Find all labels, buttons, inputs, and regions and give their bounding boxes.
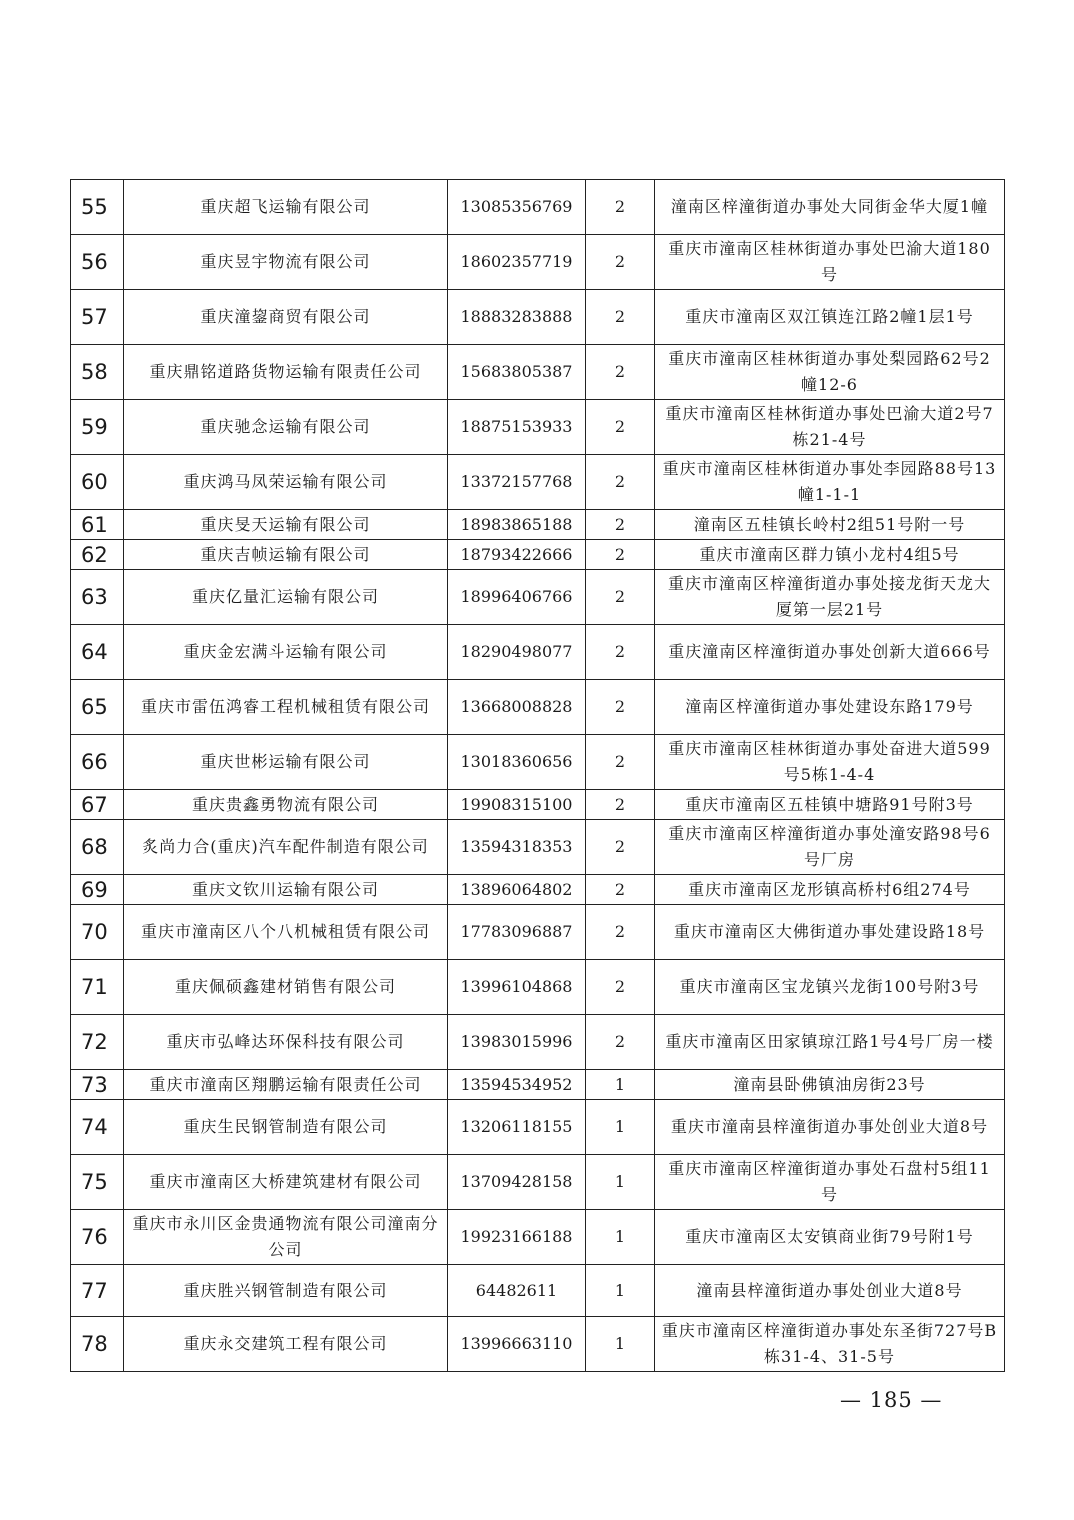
row-number: 58 [71, 345, 124, 400]
phone-number: 64482611 [448, 1265, 586, 1317]
vehicle-count: 2 [586, 345, 655, 400]
company-name: 炙尚力合(重庆)汽车配件制造有限公司 [124, 820, 448, 875]
table-row [71, 1317, 1005, 1372]
vehicle-count: 1 [586, 1100, 655, 1155]
table-row [71, 290, 1005, 345]
company-address: 重庆市潼南区梓潼街道办事处潼安路98号6号厂房 [655, 820, 1005, 875]
row-number: 61 [71, 510, 124, 540]
table-row [71, 345, 1005, 400]
company-address: 重庆市潼南区梓潼街道办事处接龙街天龙大厦第一层21号 [655, 570, 1005, 625]
phone-number: 13085356769 [448, 180, 586, 235]
company-address: 重庆市潼南区桂林街道办事处巴渝大道180号 [655, 235, 1005, 290]
company-address: 潼南区梓潼街道办事处建设东路179号 [655, 680, 1005, 735]
company-name: 重庆永交建筑工程有限公司 [124, 1317, 448, 1372]
company-name: 重庆市潼南区大桥建筑建材有限公司 [124, 1155, 448, 1210]
phone-number: 18875153933 [448, 400, 586, 455]
phone-number: 18290498077 [448, 625, 586, 680]
row-number: 71 [71, 960, 124, 1015]
company-address: 重庆市潼南区太安镇商业街79号附1号 [655, 1210, 1005, 1265]
table-row [71, 1155, 1005, 1210]
row-number: 70 [71, 905, 124, 960]
vehicle-count: 1 [586, 1317, 655, 1372]
vehicle-count: 2 [586, 790, 655, 820]
company-address: 重庆市潼南区大佛街道办事处建设路18号 [655, 905, 1005, 960]
row-number: 67 [71, 790, 124, 820]
row-number: 65 [71, 680, 124, 735]
table-row [71, 180, 1005, 235]
table-row [71, 1100, 1005, 1155]
company-address: 重庆市潼南区五桂镇中塘路91号附3号 [655, 790, 1005, 820]
company-name: 重庆鸿马凤荣运输有限公司 [124, 455, 448, 510]
phone-number: 13372157768 [448, 455, 586, 510]
company-name: 重庆市潼南区翔鹏运输有限责任公司 [124, 1070, 448, 1100]
company-address: 重庆市潼南区宝龙镇兴龙街100号附3号 [655, 960, 1005, 1015]
vehicle-count: 2 [586, 960, 655, 1015]
company-address: 重庆市潼南区桂林街道办事处梨园路62号2幢12-6 [655, 345, 1005, 400]
vehicle-count: 1 [586, 1265, 655, 1317]
phone-number: 15683805387 [448, 345, 586, 400]
row-number: 64 [71, 625, 124, 680]
phone-number: 18983865188 [448, 510, 586, 540]
table-body [71, 180, 1005, 1372]
table-row [71, 1015, 1005, 1070]
phone-number: 13594318353 [448, 820, 586, 875]
table-row [71, 510, 1005, 540]
phone-number: 13018360656 [448, 735, 586, 790]
row-number: 72 [71, 1015, 124, 1070]
row-number: 59 [71, 400, 124, 455]
vehicle-count: 2 [586, 455, 655, 510]
phone-number: 13996663110 [448, 1317, 586, 1372]
vehicle-count: 2 [586, 905, 655, 960]
row-number: 69 [71, 875, 124, 905]
table-row [71, 540, 1005, 570]
company-address: 重庆市潼南区双江镇连江路2幢1层1号 [655, 290, 1005, 345]
phone-number: 19908315100 [448, 790, 586, 820]
vehicle-count: 2 [586, 290, 655, 345]
phone-number: 13996104868 [448, 960, 586, 1015]
company-name: 重庆市潼南区八个八机械租赁有限公司 [124, 905, 448, 960]
company-address: 重庆市潼南区田家镇琼江路1号4号厂房一楼 [655, 1015, 1005, 1070]
row-number: 63 [71, 570, 124, 625]
company-address: 潼南县梓潼街道办事处创业大道8号 [655, 1265, 1005, 1317]
table-row [71, 1265, 1005, 1317]
company-address: 重庆市潼南区梓潼街道办事处石盘村5组11号 [655, 1155, 1005, 1210]
page-number: — 185 — [840, 1388, 943, 1412]
table-row [71, 790, 1005, 820]
company-name: 重庆吉帧运输有限公司 [124, 540, 448, 570]
phone-number: 13896064802 [448, 875, 586, 905]
phone-number: 13668008828 [448, 680, 586, 735]
company-name: 重庆市雷伍鸿睿工程机械租赁有限公司 [124, 680, 448, 735]
company-address: 重庆市潼南县梓潼街道办事处创业大道8号 [655, 1100, 1005, 1155]
table-row [71, 905, 1005, 960]
company-name: 重庆胜兴钢管制造有限公司 [124, 1265, 448, 1317]
phone-number: 13206118155 [448, 1100, 586, 1155]
company-name: 重庆旻天运输有限公司 [124, 510, 448, 540]
company-address: 潼南区五桂镇长岭村2组51号附一号 [655, 510, 1005, 540]
table-row [71, 960, 1005, 1015]
row-number: 66 [71, 735, 124, 790]
company-address: 重庆市潼南区群力镇小龙村4组5号 [655, 540, 1005, 570]
company-address: 重庆市潼南区梓潼街道办事处东圣街727号B栋31-4、31-5号 [655, 1317, 1005, 1372]
row-number: 68 [71, 820, 124, 875]
vehicle-count: 1 [586, 1155, 655, 1210]
company-address: 潼南区梓潼街道办事处大同街金华大厦1幢 [655, 180, 1005, 235]
vehicle-count: 2 [586, 735, 655, 790]
table-row [71, 820, 1005, 875]
table-row [71, 1070, 1005, 1100]
company-name: 重庆市永川区金贵通物流有限公司潼南分公司 [124, 1210, 448, 1265]
table-row [71, 400, 1005, 455]
row-number: 56 [71, 235, 124, 290]
row-number: 78 [71, 1317, 124, 1372]
table-row [71, 875, 1005, 905]
company-name: 重庆超飞运输有限公司 [124, 180, 448, 235]
company-address: 重庆市潼南区桂林街道办事处奋进大道599号5栋1-4-4 [655, 735, 1005, 790]
company-name: 重庆金宏满斗运输有限公司 [124, 625, 448, 680]
phone-number: 17783096887 [448, 905, 586, 960]
company-table [70, 179, 1005, 1372]
company-name: 重庆文钦川运输有限公司 [124, 875, 448, 905]
company-address: 重庆潼南区梓潼街道办事处创新大道666号 [655, 625, 1005, 680]
row-number: 76 [71, 1210, 124, 1265]
phone-number: 18883283888 [448, 290, 586, 345]
phone-number: 13983015996 [448, 1015, 586, 1070]
vehicle-count: 2 [586, 235, 655, 290]
vehicle-count: 2 [586, 570, 655, 625]
phone-number: 18602357719 [448, 235, 586, 290]
company-address: 潼南县卧佛镇油房街23号 [655, 1070, 1005, 1100]
row-number: 75 [71, 1155, 124, 1210]
company-address: 重庆市潼南区桂林街道办事处李园路88号13幢1-1-1 [655, 455, 1005, 510]
row-number: 74 [71, 1100, 124, 1155]
row-number: 62 [71, 540, 124, 570]
vehicle-count: 2 [586, 510, 655, 540]
company-name: 重庆鼎铭道路货物运输有限责任公司 [124, 345, 448, 400]
vehicle-count: 1 [586, 1210, 655, 1265]
company-address: 重庆市潼南区龙形镇高桥村6组274号 [655, 875, 1005, 905]
table-row [71, 735, 1005, 790]
row-number: 57 [71, 290, 124, 345]
company-name: 重庆佩硕鑫建材销售有限公司 [124, 960, 448, 1015]
vehicle-count: 2 [586, 1015, 655, 1070]
table-row [71, 680, 1005, 735]
row-number: 73 [71, 1070, 124, 1100]
company-name: 重庆市弘峰达环保科技有限公司 [124, 1015, 448, 1070]
company-name: 重庆贵鑫勇物流有限公司 [124, 790, 448, 820]
phone-number: 13709428158 [448, 1155, 586, 1210]
vehicle-count: 2 [586, 875, 655, 905]
vehicle-count: 2 [586, 820, 655, 875]
phone-number: 18996406766 [448, 570, 586, 625]
phone-number: 19923166188 [448, 1210, 586, 1265]
vehicle-count: 2 [586, 680, 655, 735]
vehicle-count: 2 [586, 540, 655, 570]
row-number: 55 [71, 180, 124, 235]
company-name: 重庆昱宇物流有限公司 [124, 235, 448, 290]
row-number: 77 [71, 1265, 124, 1317]
company-address: 重庆市潼南区桂林街道办事处巴渝大道2号7栋21-4号 [655, 400, 1005, 455]
vehicle-count: 2 [586, 180, 655, 235]
vehicle-count: 2 [586, 625, 655, 680]
phone-number: 13594534952 [448, 1070, 586, 1100]
row-number: 60 [71, 455, 124, 510]
company-name: 重庆世彬运输有限公司 [124, 735, 448, 790]
table-row [71, 235, 1005, 290]
vehicle-count: 1 [586, 1070, 655, 1100]
vehicle-count: 2 [586, 400, 655, 455]
table-row [71, 1210, 1005, 1265]
phone-number: 18793422666 [448, 540, 586, 570]
company-name: 重庆亿量汇运输有限公司 [124, 570, 448, 625]
table-row [71, 455, 1005, 510]
company-name: 重庆生民钢管制造有限公司 [124, 1100, 448, 1155]
table-row [71, 625, 1005, 680]
company-name: 重庆驰念运输有限公司 [124, 400, 448, 455]
table-row [71, 570, 1005, 625]
company-name: 重庆潼鋆商贸有限公司 [124, 290, 448, 345]
